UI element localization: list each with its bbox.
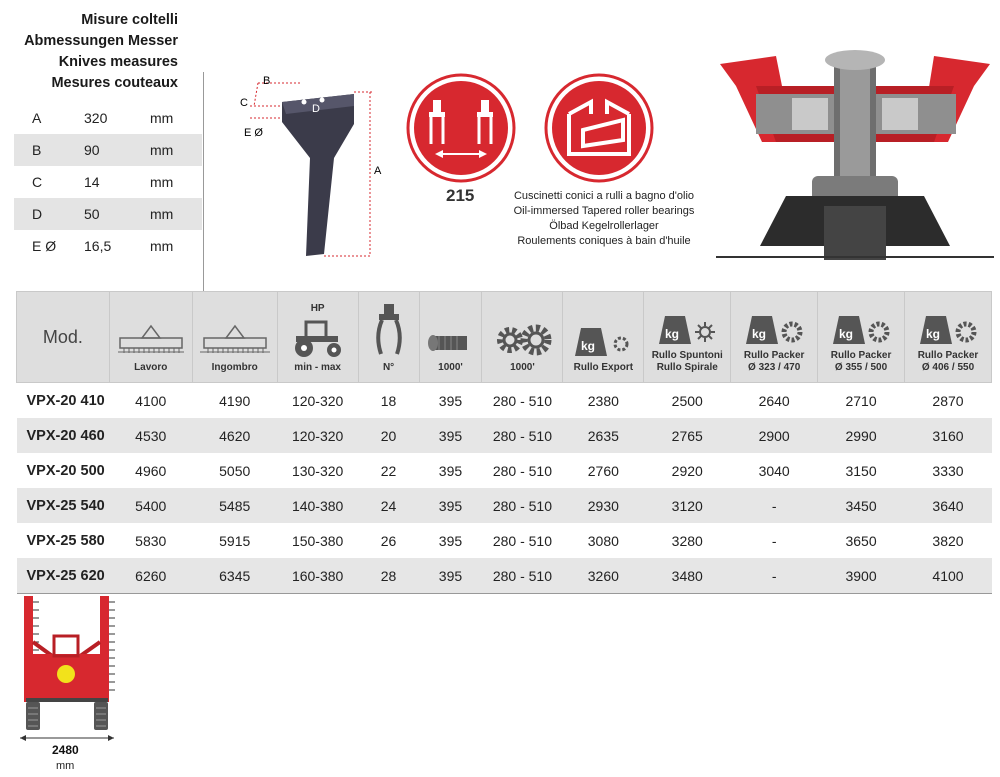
table-cell: 395 bbox=[438, 392, 463, 409]
table-cell: 2500 bbox=[671, 392, 703, 409]
svg-text:kg: kg bbox=[926, 327, 941, 341]
bolt-hole-icon bbox=[320, 98, 325, 103]
pto-shaft-icon bbox=[425, 328, 475, 358]
table-cell: 5830 bbox=[135, 532, 167, 549]
table-cell: 130-320 bbox=[291, 462, 344, 479]
table-cell: 3640 bbox=[905, 488, 992, 523]
rotor-distance-value: 215 bbox=[446, 186, 475, 205]
table-cell: 3450 bbox=[818, 488, 905, 523]
table-cell: - bbox=[731, 558, 818, 594]
weight-roller-spikes-icon bbox=[655, 312, 719, 346]
table-cell: 4190 bbox=[219, 392, 251, 409]
table-cell: 3650 bbox=[845, 532, 877, 549]
tractor-icon bbox=[286, 318, 350, 358]
harrow-overall-width-icon bbox=[198, 322, 272, 358]
col-packer-323: kg Rullo Packer Ø 323 / 470 bbox=[731, 292, 818, 383]
table-cell: 3330 bbox=[932, 462, 964, 479]
table-cell: 2710 bbox=[845, 392, 877, 409]
table-cell: 280 - 510 bbox=[492, 462, 552, 479]
model-name-cell: VPX-25 620 bbox=[17, 558, 110, 594]
table-cell: 395 bbox=[419, 418, 482, 453]
table-cell: 395 bbox=[438, 462, 463, 479]
rotor-tines-icon bbox=[369, 302, 409, 358]
table-cell: 22 bbox=[380, 462, 397, 479]
table-cell: 2760 bbox=[587, 462, 619, 479]
measure-row: D 50 mm bbox=[14, 198, 202, 230]
table-cell: 280 - 510 bbox=[482, 488, 563, 523]
svg-text:kg: kg bbox=[839, 327, 854, 341]
title-it: Misure coltelli bbox=[81, 12, 178, 28]
col-power: HP min - max bbox=[277, 292, 358, 383]
table-cell: 2635 bbox=[563, 418, 644, 453]
table-cell: 3900 bbox=[818, 558, 905, 594]
table-cell: 3480 bbox=[644, 558, 731, 594]
table-cell: - bbox=[731, 488, 818, 523]
gears-icon bbox=[490, 322, 554, 358]
label-a: A bbox=[374, 165, 382, 177]
weight-packer-355-icon bbox=[829, 312, 893, 346]
table-cell: 2900 bbox=[731, 418, 818, 453]
table-row bbox=[17, 383, 992, 419]
table-cell: 2920 bbox=[671, 462, 703, 479]
knife-diagram bbox=[236, 66, 386, 262]
table-row bbox=[17, 418, 992, 453]
table-cell: 3820 bbox=[932, 532, 964, 549]
knife-blade bbox=[282, 94, 354, 256]
table-cell: 280 - 510 bbox=[492, 532, 552, 549]
table-row bbox=[17, 453, 992, 488]
measure-row: B 90 mm bbox=[14, 134, 202, 166]
table-cell: 2990 bbox=[818, 418, 905, 453]
table-cell: 2380 bbox=[587, 392, 619, 409]
table-cell: 4530 bbox=[109, 418, 192, 453]
weight-packer-323-icon bbox=[742, 312, 806, 346]
table-cell: 395 bbox=[419, 488, 482, 523]
footprint-width: 2480 bbox=[52, 743, 79, 757]
knife-measures-titles bbox=[0, 10, 178, 94]
weight-packer-406-icon bbox=[916, 312, 980, 346]
table-cell: 6260 bbox=[109, 558, 192, 594]
table-cell: 24 bbox=[358, 488, 419, 523]
svg-text:kg: kg bbox=[665, 327, 680, 341]
table-cell: 5485 bbox=[192, 488, 277, 523]
table-cell: 3040 bbox=[758, 462, 790, 479]
table-cell: 18 bbox=[380, 392, 397, 409]
footprint-diagram bbox=[14, 592, 122, 742]
harrow-working-width-icon bbox=[114, 322, 188, 358]
table-cell: 150-380 bbox=[291, 532, 344, 549]
col-model: Mod. bbox=[17, 292, 110, 383]
table-cell: 160-380 bbox=[277, 558, 358, 594]
footprint-unit: mm bbox=[56, 760, 75, 772]
table-cell: 6345 bbox=[192, 558, 277, 594]
table-cell: 3260 bbox=[563, 558, 644, 594]
table-cell: 2870 bbox=[932, 392, 964, 409]
model-name-cell: VPX-20 460 bbox=[17, 418, 110, 453]
col-pto-rpm: 1000' bbox=[419, 292, 482, 383]
label-d: D bbox=[312, 103, 320, 115]
title-en: Knives measures bbox=[58, 54, 178, 70]
table-cell: 4100 bbox=[905, 558, 992, 594]
label-c: C bbox=[240, 97, 248, 109]
table-cell: - bbox=[771, 532, 777, 549]
table-cell: 5050 bbox=[219, 462, 251, 479]
weight-roller-export-icon bbox=[571, 324, 635, 358]
col-packer-355: kg Rullo Packer Ø 355 / 500 bbox=[818, 292, 905, 383]
table-cell: 5915 bbox=[219, 532, 251, 549]
label-e: E Ø bbox=[244, 127, 263, 139]
col-packer-406: kg Rullo Packer Ø 406 / 550 bbox=[905, 292, 992, 383]
table-cell: 2765 bbox=[644, 418, 731, 453]
table-cell: 395 bbox=[419, 558, 482, 594]
table-cell: 3160 bbox=[905, 418, 992, 453]
table-cell: 5400 bbox=[109, 488, 192, 523]
measure-row: C 14 mm bbox=[32, 174, 174, 190]
table-row bbox=[17, 488, 992, 523]
table-cell: 4620 bbox=[192, 418, 277, 453]
col-overall-width: Ingombro bbox=[192, 292, 277, 383]
col-rotors: N° bbox=[358, 292, 419, 383]
bearings-caption: Cuscinetti conici a rulli a bagno d'olio Oil-immersed Tapered roller bearings Ölbad Kegelrollerlager Roulements coniques à bain d'huile bbox=[513, 190, 695, 247]
title-de: Abmessungen Messer bbox=[24, 33, 178, 49]
table-cell: 3120 bbox=[644, 488, 731, 523]
table-cell: 280 - 510 bbox=[492, 392, 552, 409]
table-cell: 280 - 510 bbox=[482, 558, 563, 594]
col-working-width: Lavoro bbox=[109, 292, 192, 383]
measure-row: A 320 mm bbox=[32, 110, 174, 126]
knife-measures-table bbox=[14, 102, 202, 262]
measure-row: E Ø 16,5 mm bbox=[32, 238, 174, 254]
title-fr: Mesures couteaux bbox=[51, 75, 178, 91]
bearing-icon bbox=[543, 72, 655, 184]
table-cell: 2930 bbox=[563, 488, 644, 523]
col-gearbox-rpm: 1000' bbox=[482, 292, 563, 383]
model-name-cell: VPX-20 500 bbox=[26, 462, 105, 479]
table-cell: 2640 bbox=[758, 392, 790, 409]
table-cell: 395 bbox=[438, 532, 463, 549]
table-cell: 3150 bbox=[845, 462, 877, 479]
table-cell: 140-380 bbox=[277, 488, 358, 523]
specs-table bbox=[16, 291, 992, 594]
table-cell: 3080 bbox=[587, 532, 619, 549]
table-cell: 120-320 bbox=[277, 418, 358, 453]
model-name-cell: VPX-25 580 bbox=[26, 532, 105, 549]
table-cell: 28 bbox=[358, 558, 419, 594]
label-b: B bbox=[263, 75, 271, 87]
specs-header-row bbox=[17, 292, 992, 383]
table-cell: 20 bbox=[358, 418, 419, 453]
divider bbox=[203, 72, 204, 292]
table-cell: 4960 bbox=[135, 462, 167, 479]
table-cell: 26 bbox=[380, 532, 397, 549]
svg-text:kg: kg bbox=[581, 339, 596, 353]
table-cell: 280 - 510 bbox=[482, 418, 563, 453]
svg-text:kg: kg bbox=[752, 327, 767, 341]
table-cell: 3280 bbox=[671, 532, 703, 549]
model-name-cell: VPX-20 410 bbox=[26, 392, 105, 409]
table-cell: 4100 bbox=[135, 392, 167, 409]
col-roller-spikes: kg Rullo Spuntoni Rullo Spirale bbox=[644, 292, 731, 383]
col-roller-export: kg Rullo Export bbox=[563, 292, 644, 383]
model-name-cell: VPX-25 540 bbox=[17, 488, 110, 523]
gearbox-photo bbox=[716, 46, 994, 260]
table-row bbox=[17, 523, 992, 558]
bolt-hole-icon bbox=[302, 100, 307, 105]
table-row bbox=[17, 558, 992, 594]
rotor-distance-icon bbox=[405, 72, 517, 184]
table-cell: 120-320 bbox=[291, 392, 344, 409]
